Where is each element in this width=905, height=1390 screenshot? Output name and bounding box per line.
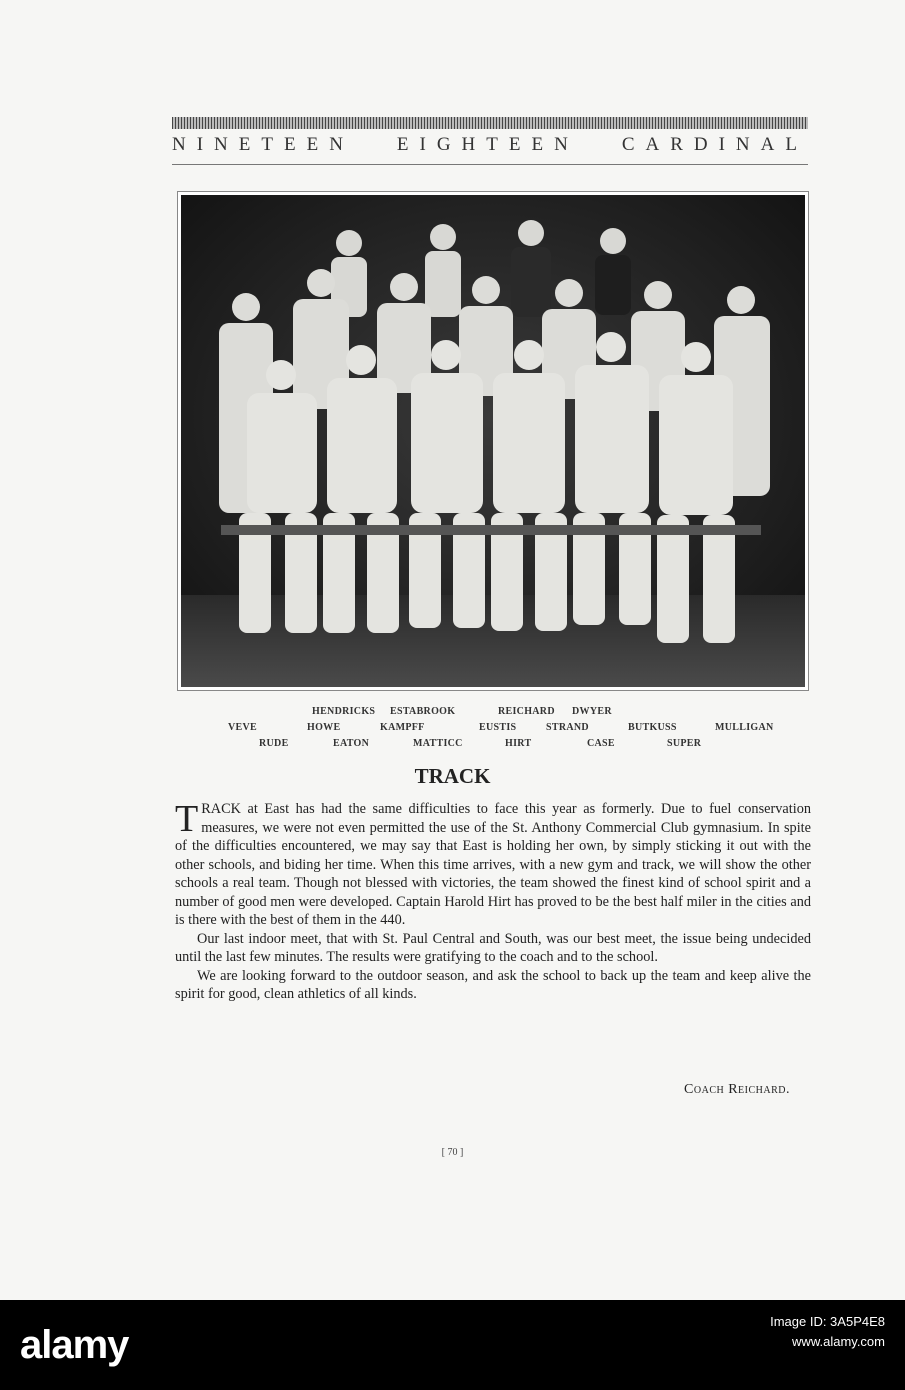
caption-name: EUSTIS <box>479 722 517 733</box>
article-paragraph <box>175 800 811 930</box>
running-header <box>172 134 808 156</box>
team-photo-image <box>181 195 805 687</box>
caption-name: REICHARD <box>498 706 555 717</box>
drop-cap: T <box>175 798 199 840</box>
caption-name: HOWE <box>307 722 341 733</box>
caption-name: HIRT <box>505 738 532 749</box>
caption-name: EATON <box>333 738 370 749</box>
caption-name: CASE <box>587 738 615 749</box>
caption-name: SUPER <box>667 738 702 749</box>
page-number: [ 70 ] <box>441 1147 464 1158</box>
caption-name: VEVE <box>228 722 257 733</box>
alamy-logo: alamy <box>20 1323 129 1367</box>
team-photo <box>177 191 809 691</box>
caption-name: DWYER <box>572 706 612 717</box>
header-divider <box>172 164 808 165</box>
caption-name: ESTABROOK <box>390 706 456 717</box>
article-title: TRACK <box>414 764 491 788</box>
header-ornament-rule <box>172 117 808 129</box>
image-id: Image ID: 3A5P4E8 <box>770 1314 885 1329</box>
caption-name: HENDRICKS <box>312 706 376 717</box>
article-signature: Coach Reichard. <box>684 1082 790 1097</box>
caption-name: BUTKUSS <box>628 722 677 733</box>
article-paragraph: Our last indoor meet, that with St. Paul Central and South, was our best meet, the issue being undecided until the last few minutes. The results were gratifying to the coach and to the school. <box>175 930 811 965</box>
caption-name: MULLIGAN <box>715 722 774 733</box>
watermark-footer <box>0 1300 905 1390</box>
image-id-block <box>770 1312 885 1352</box>
caption-name: MATTICC <box>413 738 463 749</box>
article-paragraph: We are looking forward to the outdoor season, and ask the school to back up the team and keep alive the spirit for good, clean athletics of all kinds. <box>175 967 811 1002</box>
header-word-1: NINETEEN <box>172 134 354 155</box>
site-url: www.alamy.com <box>792 1334 885 1349</box>
header-word-3: CARDINAL <box>621 134 808 155</box>
caption-name: RUDE <box>259 738 289 749</box>
photo-caption-names <box>177 706 807 754</box>
header-word-2: EIGHTEEN <box>396 134 579 155</box>
paragraph-1-text: RACK at East has had the same difficulties to face this year as formerly. Due to fuel conservation measures, we were not even permitted the use of the St. Anthony Commercial Club gymnasium. In spite of the difficulties encountered, we may say that East is holding her own, by simply sticking it out with the other schools, and biding her time. When this time arrives, with a new gym and track, we will show the other schools a real team. Though not blessed with victories, the team showed the finest kind of school spirit and a number of good men were developed. Captain Harold Hirt has proved to be the best half miler in the cities and is there with the best of them in the 440. <box>175 801 811 928</box>
caption-name: KAMPFF <box>380 722 425 733</box>
article-body <box>175 800 811 1004</box>
caption-name: STRAND <box>546 722 589 733</box>
